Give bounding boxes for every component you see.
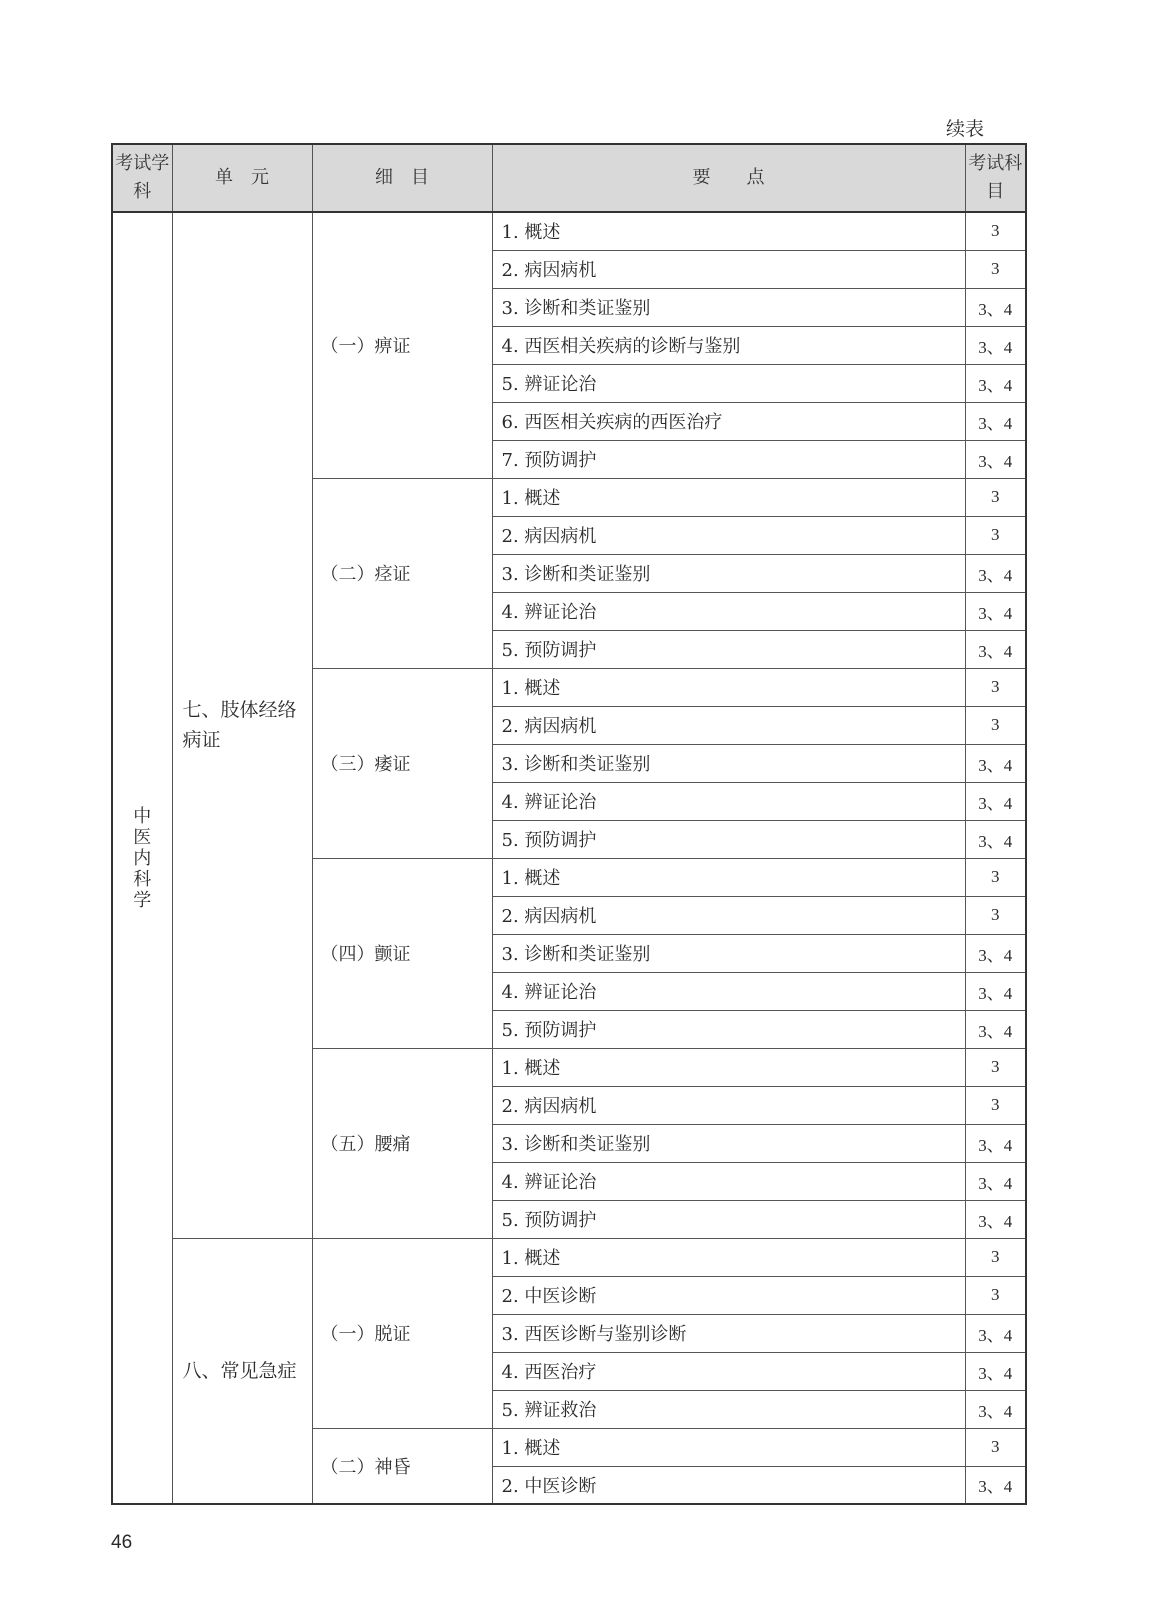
continued-label: 续表	[946, 118, 985, 140]
header-subject: 考试学科	[112, 144, 172, 212]
point-cell: 7. 预防调护	[492, 440, 965, 478]
exam-code-cell: 3	[965, 1428, 1026, 1466]
exam-code-cell: 3	[965, 706, 1026, 744]
point-cell: 3. 诊断和类证鉴别	[492, 744, 965, 782]
exam-code-cell: 3	[965, 478, 1026, 516]
exam-code-cell: 3	[965, 212, 1026, 250]
unit-cell: 七、肢体经络病证	[172, 212, 312, 1238]
point-cell: 5. 辨证救治	[492, 1390, 965, 1428]
table-row	[112, 1238, 1026, 1276]
page-number: 46	[111, 1532, 133, 1553]
point-cell: 5. 预防调护	[492, 1200, 965, 1238]
exam-code-cell: 3、4	[965, 934, 1026, 972]
item-cell: （五）腰痛	[312, 1048, 492, 1238]
point-cell: 3. 诊断和类证鉴别	[492, 288, 965, 326]
unit-cell: 八、常见急症	[172, 1238, 312, 1504]
subject-label: 中医内科学	[133, 805, 152, 911]
point-cell: 3. 诊断和类证鉴别	[492, 934, 965, 972]
item-cell: （一）脱证	[312, 1238, 492, 1428]
exam-code-cell: 3	[965, 250, 1026, 288]
exam-code-cell: 3	[965, 516, 1026, 554]
point-cell: 3. 诊断和类证鉴别	[492, 1124, 965, 1162]
exam-code-cell: 3	[965, 858, 1026, 896]
exam-code-cell: 3、4	[965, 972, 1026, 1010]
exam-code-cell: 3	[965, 896, 1026, 934]
header-point: 要 点	[492, 144, 965, 212]
exam-code-cell: 3、4	[965, 782, 1026, 820]
point-cell: 1. 概述	[492, 1048, 965, 1086]
point-cell: 3. 诊断和类证鉴别	[492, 554, 965, 592]
exam-code-cell: 3、4	[965, 1314, 1026, 1352]
exam-code-cell: 3	[965, 1276, 1026, 1314]
exam-code-cell: 3、4	[965, 1200, 1026, 1238]
point-cell: 2. 病因病机	[492, 516, 965, 554]
exam-code-cell: 3、4	[965, 820, 1026, 858]
exam-code-cell: 3、4	[965, 288, 1026, 326]
point-cell: 4. 西医相关疾病的诊断与鉴别	[492, 326, 965, 364]
item-cell: （二）神昏	[312, 1428, 492, 1504]
item-cell: （一）痹证	[312, 212, 492, 478]
point-cell: 5. 预防调护	[492, 1010, 965, 1048]
exam-code-cell: 3、4	[965, 1466, 1026, 1504]
subject-cell	[112, 212, 172, 1504]
point-cell: 5. 辨证论治	[492, 364, 965, 402]
exam-code-cell: 3、4	[965, 402, 1026, 440]
exam-code-cell: 3、4	[965, 440, 1026, 478]
exam-code-cell: 3、4	[965, 630, 1026, 668]
table-body	[112, 212, 1026, 1504]
point-cell: 1. 概述	[492, 668, 965, 706]
exam-code-cell: 3	[965, 1238, 1026, 1276]
point-cell: 1. 概述	[492, 1238, 965, 1276]
point-cell: 2. 病因病机	[492, 706, 965, 744]
point-cell: 4. 西医治疗	[492, 1352, 965, 1390]
exam-code-cell: 3、4	[965, 1124, 1026, 1162]
point-cell: 2. 病因病机	[492, 1086, 965, 1124]
point-cell: 1. 概述	[492, 478, 965, 516]
exam-code-cell: 3、4	[965, 592, 1026, 630]
table-row	[112, 212, 1026, 250]
point-cell: 5. 预防调护	[492, 630, 965, 668]
exam-code-cell: 3、4	[965, 1390, 1026, 1428]
exam-code-cell: 3	[965, 1086, 1026, 1124]
point-cell: 4. 辨证论治	[492, 592, 965, 630]
exam-code-cell: 3、4	[965, 1162, 1026, 1200]
point-cell: 2. 中医诊断	[492, 1276, 965, 1314]
point-cell: 1. 概述	[492, 212, 965, 250]
header-exam-code: 考试科目	[965, 144, 1026, 212]
exam-code-cell: 3、4	[965, 326, 1026, 364]
point-cell: 2. 病因病机	[492, 250, 965, 288]
syllabus-table	[111, 143, 1027, 1505]
point-cell: 3. 西医诊断与鉴别诊断	[492, 1314, 965, 1352]
exam-code-cell: 3	[965, 668, 1026, 706]
exam-code-cell: 3、4	[965, 744, 1026, 782]
point-cell: 2. 病因病机	[492, 896, 965, 934]
point-cell: 1. 概述	[492, 858, 965, 896]
point-cell: 2. 中医诊断	[492, 1466, 965, 1504]
item-cell: （三）痿证	[312, 668, 492, 858]
exam-code-cell: 3、4	[965, 364, 1026, 402]
point-cell: 5. 预防调护	[492, 820, 965, 858]
header-item: 细 目	[312, 144, 492, 212]
point-cell: 1. 概述	[492, 1428, 965, 1466]
exam-code-cell: 3、4	[965, 1010, 1026, 1048]
exam-code-cell: 3、4	[965, 554, 1026, 592]
point-cell: 4. 辨证论治	[492, 972, 965, 1010]
item-cell: （二）痉证	[312, 478, 492, 668]
exam-code-cell: 3、4	[965, 1352, 1026, 1390]
exam-code-cell: 3	[965, 1048, 1026, 1086]
item-cell: （四）颤证	[312, 858, 492, 1048]
point-cell: 4. 辨证论治	[492, 1162, 965, 1200]
point-cell: 6. 西医相关疾病的西医治疗	[492, 402, 965, 440]
point-cell: 4. 辨证论治	[492, 782, 965, 820]
header-unit: 单 元	[172, 144, 312, 212]
header-row	[112, 144, 1026, 212]
